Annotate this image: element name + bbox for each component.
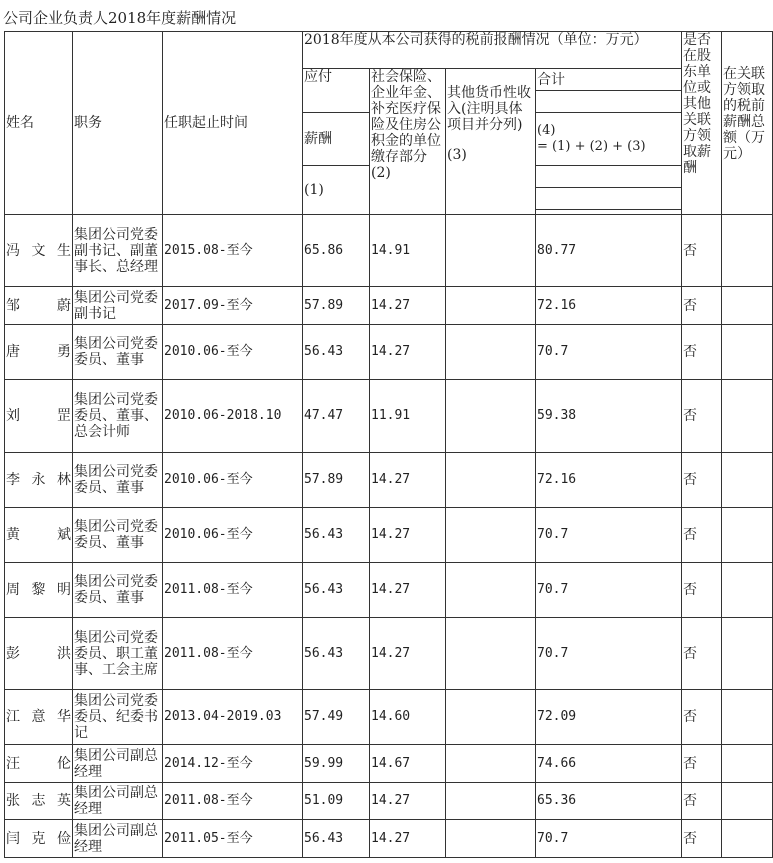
related-cell — [722, 508, 773, 563]
name-cell: 李永林 — [5, 453, 73, 508]
tenure-cell: 2011.08-至今 — [163, 563, 303, 618]
shareholder-cell: 否 — [682, 690, 722, 745]
other-cell — [446, 453, 536, 508]
tenure-cell: 2010.06-至今 — [163, 508, 303, 563]
table-row — [5, 508, 773, 563]
total-cell: 72.16 — [536, 287, 682, 325]
name-cell: 张志英 — [5, 783, 73, 820]
other-cell — [446, 783, 536, 820]
position-cell: 集团公司党委委员、纪委书记 — [73, 690, 163, 745]
total-cell: 70.7 — [536, 508, 682, 563]
header-related: 在关联方领取的税前薪酬总额（万元） — [722, 32, 773, 215]
tenure-cell: 2011.08-至今 — [163, 783, 303, 820]
total-cell: 70.7 — [536, 325, 682, 380]
total-cell: 70.7 — [536, 563, 682, 618]
social-cell: 14.27 — [370, 618, 446, 690]
other-cell — [446, 325, 536, 380]
name-cell: 闫克俭 — [5, 820, 73, 858]
related-cell — [722, 325, 773, 380]
table-row — [5, 618, 773, 690]
total-cell: 72.16 — [536, 453, 682, 508]
other-cell — [446, 380, 536, 453]
shareholder-cell: 否 — [682, 453, 722, 508]
related-cell — [722, 563, 773, 618]
social-cell: 11.91 — [370, 380, 446, 453]
table-row — [5, 325, 773, 380]
name-cell: 刘 罡 — [5, 380, 73, 453]
header-other-note: (3) — [447, 147, 467, 163]
table-row — [5, 380, 773, 453]
header-salary: 薪酬 — [303, 113, 370, 166]
name-cell: 汪 伦 — [5, 745, 73, 783]
table-row — [5, 745, 773, 783]
shareholder-cell: 否 — [682, 287, 722, 325]
header-total-formula — [536, 113, 682, 166]
related-cell — [722, 453, 773, 508]
table-row — [5, 690, 773, 745]
tenure-cell: 2010.06-2018.10 — [163, 380, 303, 453]
salary-cell: 59.99 — [303, 745, 370, 783]
salary-cell: 51.09 — [303, 783, 370, 820]
other-cell — [446, 618, 536, 690]
header-shareholder: 是否在股东单位或其他关联方领取薪酬 — [682, 32, 722, 215]
social-cell: 14.27 — [370, 783, 446, 820]
name-cell: 唐 勇 — [5, 325, 73, 380]
shareholder-cell: 否 — [682, 563, 722, 618]
salary-cell: 57.49 — [303, 690, 370, 745]
related-cell — [722, 820, 773, 858]
related-cell — [722, 690, 773, 745]
header-name: 姓名 — [5, 32, 73, 215]
shareholder-cell: 否 — [682, 820, 722, 858]
social-cell: 14.27 — [370, 453, 446, 508]
name-cell: 冯文生 — [5, 215, 73, 287]
tenure-cell: 2013.04-2019.03 — [163, 690, 303, 745]
total-cell: 70.7 — [536, 618, 682, 690]
table-row — [5, 287, 773, 325]
tenure-cell: 2014.12-至今 — [163, 745, 303, 783]
related-cell — [722, 380, 773, 453]
total-cell: 74.66 — [536, 745, 682, 783]
name-cell: 黄 斌 — [5, 508, 73, 563]
tenure-cell: 2017.09-至今 — [163, 287, 303, 325]
other-cell — [446, 563, 536, 618]
header-total-note2: = (1) + (2) + (3) — [537, 139, 646, 154]
total-cell: 70.7 — [536, 820, 682, 858]
compensation-table — [4, 31, 773, 858]
header-other-label: 其他货币性收入(注明具体项目并分列) — [447, 85, 531, 133]
social-cell: 14.60 — [370, 690, 446, 745]
table-row — [5, 215, 773, 287]
header-salary-note: (1) — [303, 166, 370, 215]
related-cell — [722, 745, 773, 783]
position-cell: 集团公司党委委员、董事、总会计师 — [73, 380, 163, 453]
shareholder-cell: 否 — [682, 783, 722, 820]
salary-cell: 57.89 — [303, 287, 370, 325]
other-cell — [446, 820, 536, 858]
tenure-cell: 2011.08-至今 — [163, 618, 303, 690]
salary-cell: 56.43 — [303, 508, 370, 563]
total-cell: 65.36 — [536, 783, 682, 820]
salary-cell: 65.86 — [303, 215, 370, 287]
salary-cell: 47.47 — [303, 380, 370, 453]
total-cell: 59.38 — [536, 380, 682, 453]
other-cell — [446, 508, 536, 563]
position-cell: 集团公司党委委员、董事 — [73, 563, 163, 618]
other-cell — [446, 690, 536, 745]
position-cell: 集团公司副总经理 — [73, 820, 163, 858]
social-cell: 14.27 — [370, 563, 446, 618]
position-cell: 集团公司党委委员、董事 — [73, 325, 163, 380]
tenure-cell: 2015.08-至今 — [163, 215, 303, 287]
page-title: 公司企业负责人2018年度薪酬情况 — [3, 9, 237, 27]
tenure-cell: 2010.06-至今 — [163, 325, 303, 380]
name-cell: 江意华 — [5, 690, 73, 745]
salary-cell: 57.89 — [303, 453, 370, 508]
total-cell: 72.09 — [536, 690, 682, 745]
total-cell: 80.77 — [536, 215, 682, 287]
position-cell: 集团公司党委委员、董事 — [73, 453, 163, 508]
header-total-blank-1 — [536, 91, 682, 113]
social-cell: 14.27 — [370, 287, 446, 325]
other-cell — [446, 745, 536, 783]
social-cell: 14.67 — [370, 745, 446, 783]
header-total-blank-3 — [536, 188, 682, 210]
position-cell: 集团公司副总经理 — [73, 783, 163, 820]
header-position: 职务 — [73, 32, 163, 215]
position-cell: 集团公司党委副书记、副董事长、总经理 — [73, 215, 163, 287]
name-cell: 周黎明 — [5, 563, 73, 618]
position-cell: 集团公司党委委员、职工董事、工会主席 — [73, 618, 163, 690]
other-cell — [446, 215, 536, 287]
shareholder-cell: 否 — [682, 215, 722, 287]
shareholder-cell: 否 — [682, 745, 722, 783]
social-cell: 14.27 — [370, 508, 446, 563]
header-tenure: 任职起止时间 — [163, 32, 303, 215]
shareholder-cell: 否 — [682, 325, 722, 380]
name-cell: 彭 洪 — [5, 618, 73, 690]
salary-cell: 56.43 — [303, 820, 370, 858]
name-cell: 邹 蔚 — [5, 287, 73, 325]
header-total-note1: (4) — [537, 123, 556, 138]
social-cell: 14.27 — [370, 325, 446, 380]
header-social: 社会保险、企业年金、补充医疗保险及住房公积金的单位缴存部分 (2) — [370, 69, 446, 215]
related-cell — [722, 783, 773, 820]
shareholder-cell: 否 — [682, 618, 722, 690]
related-cell — [722, 287, 773, 325]
header-other — [446, 69, 536, 215]
header-total: 合计 — [536, 69, 682, 91]
table-row — [5, 820, 773, 858]
tenure-cell: 2010.06-至今 — [163, 453, 303, 508]
tenure-cell: 2011.05-至今 — [163, 820, 303, 858]
shareholder-cell: 否 — [682, 380, 722, 453]
salary-cell: 56.43 — [303, 563, 370, 618]
social-cell: 14.91 — [370, 215, 446, 287]
table-row — [5, 563, 773, 618]
shareholder-cell: 否 — [682, 508, 722, 563]
header-total-blank-2 — [536, 166, 682, 188]
header-payable: 应付 — [303, 69, 370, 113]
position-cell: 集团公司副总经理 — [73, 745, 163, 783]
other-cell — [446, 287, 536, 325]
header-pretax-group: 2018年度从本公司获得的税前报酬情况（单位：万元） — [303, 32, 682, 69]
related-cell — [722, 618, 773, 690]
table-row — [5, 453, 773, 508]
related-cell — [722, 215, 773, 287]
position-cell: 集团公司党委副书记 — [73, 287, 163, 325]
salary-cell: 56.43 — [303, 618, 370, 690]
table-row — [5, 783, 773, 820]
position-cell: 集团公司党委委员、董事 — [73, 508, 163, 563]
salary-cell: 56.43 — [303, 325, 370, 380]
social-cell: 14.27 — [370, 820, 446, 858]
